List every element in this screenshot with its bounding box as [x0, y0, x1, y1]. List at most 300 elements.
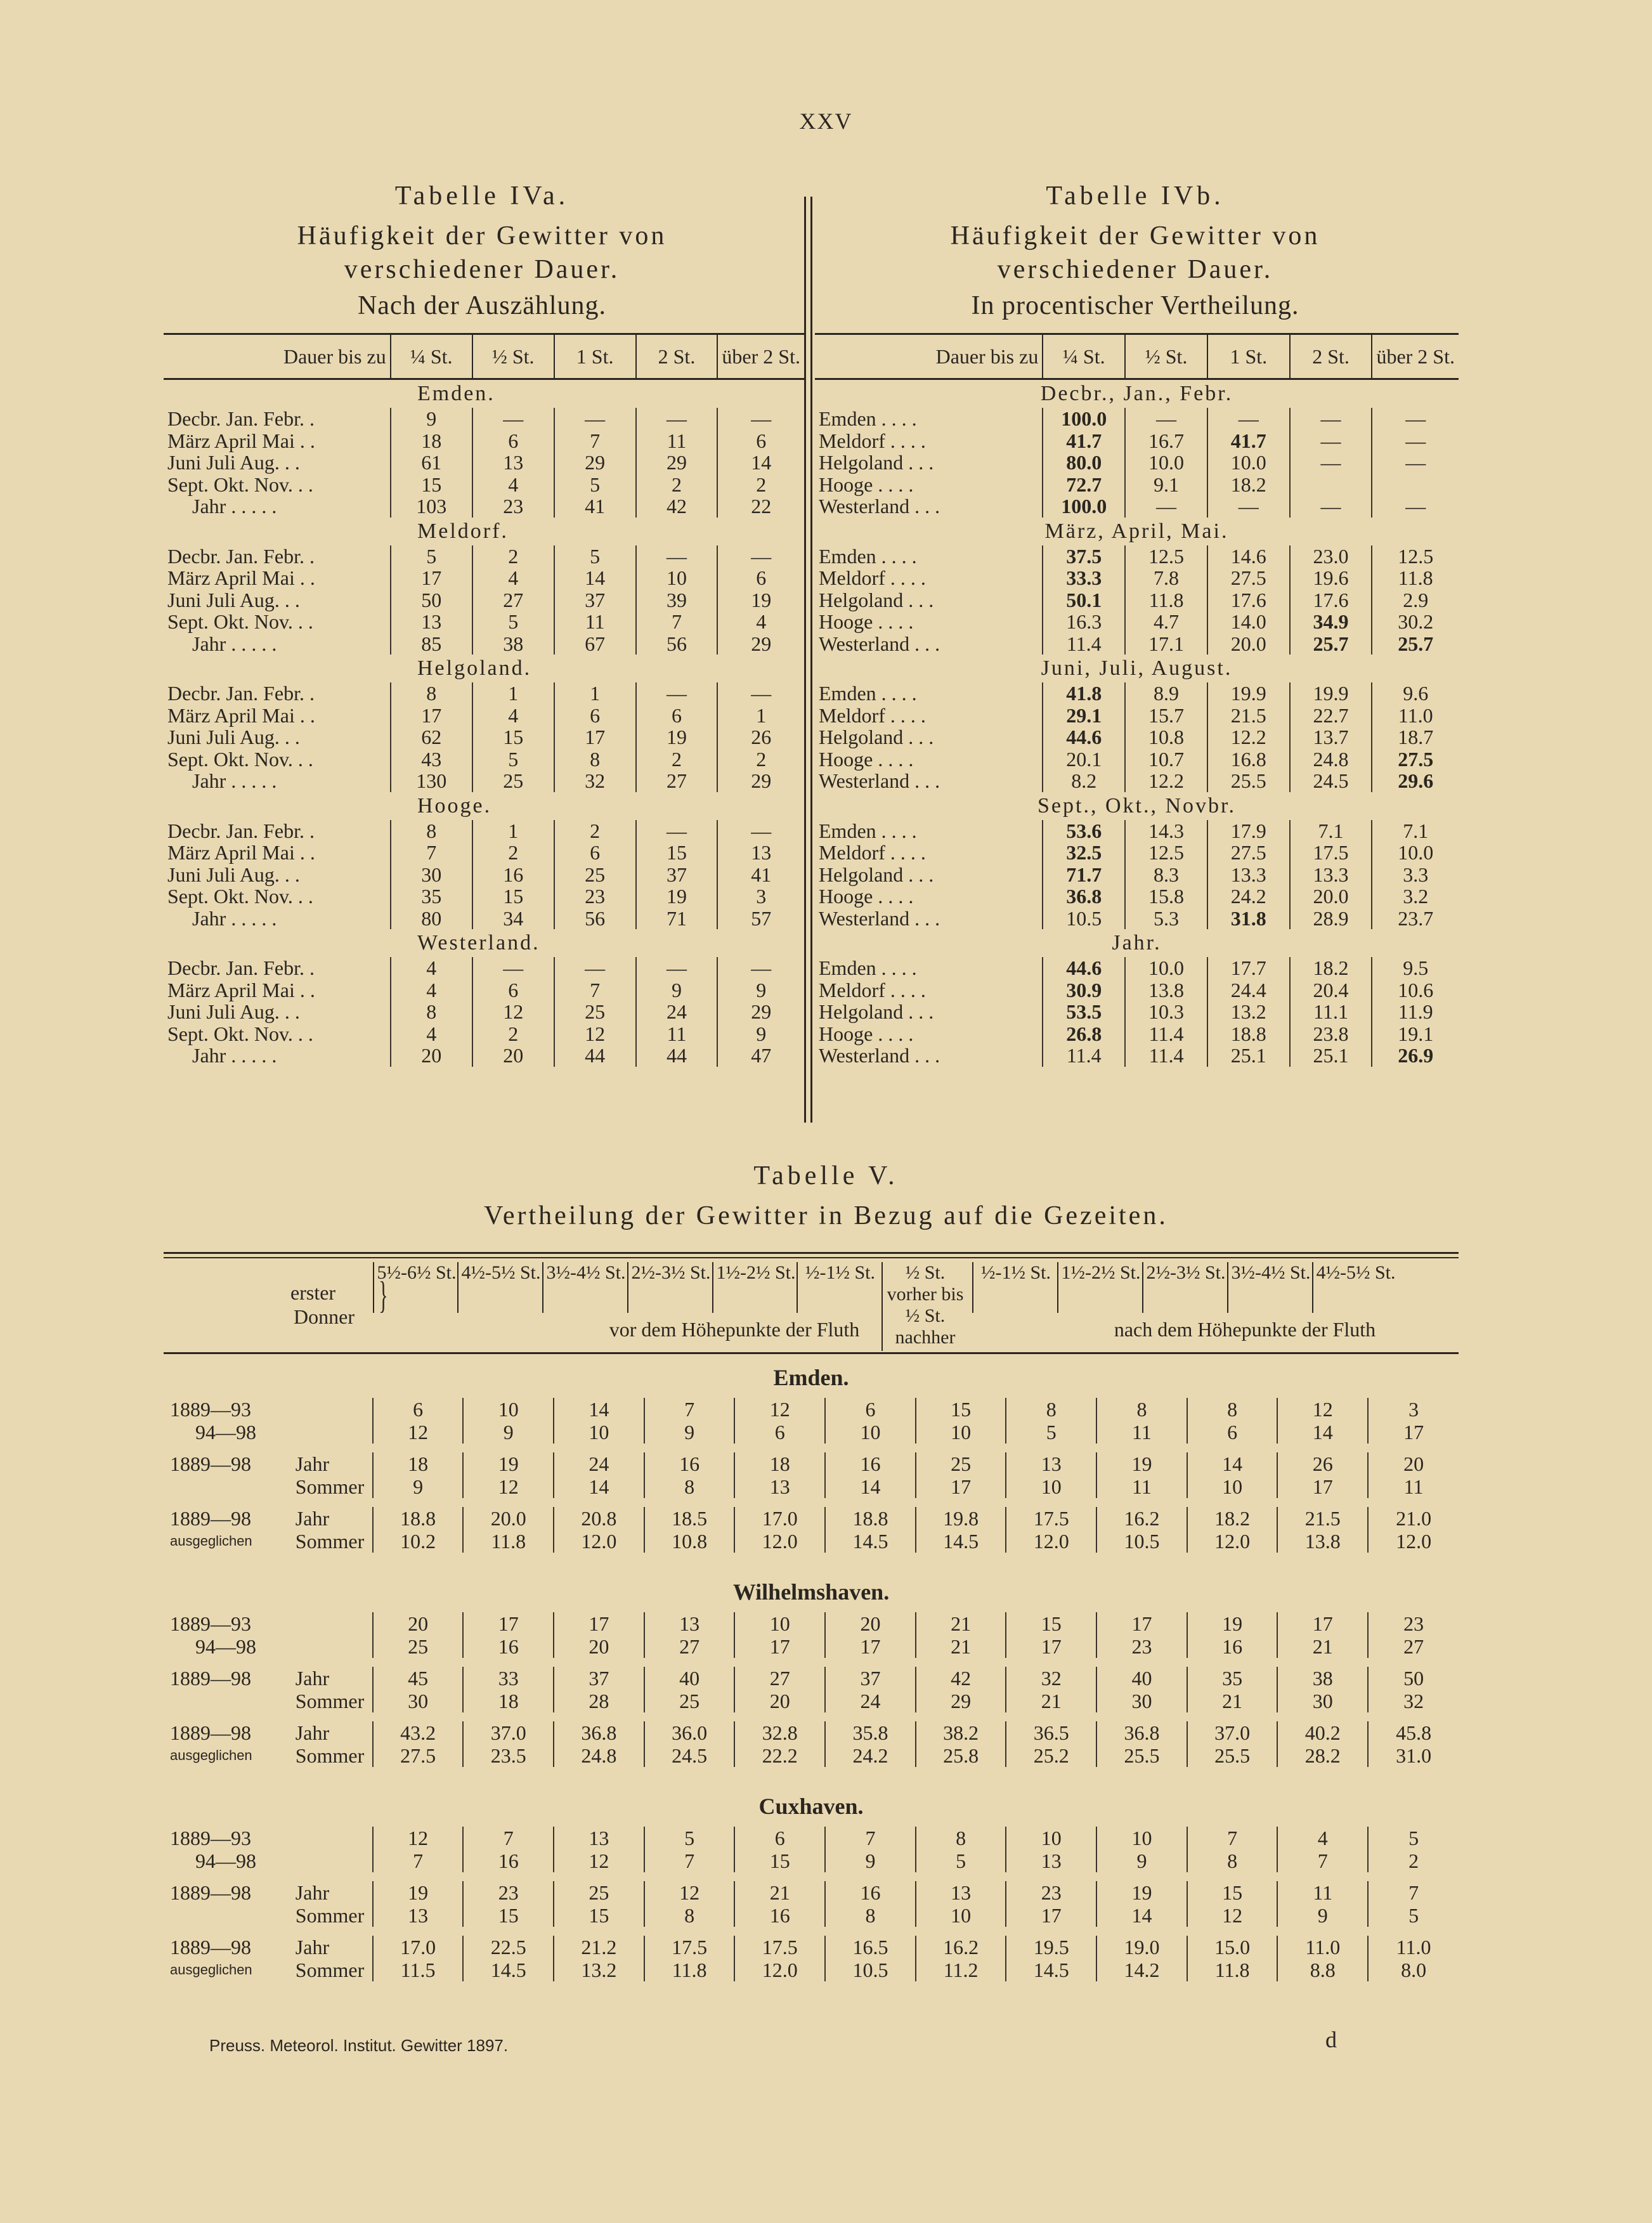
t5-cell: 10: [463, 1398, 554, 1421]
right-cell: 20.1: [1043, 748, 1125, 771]
right-row-label: Meldorf . . . .: [819, 978, 926, 1001]
t5-cell: 11.5: [373, 1959, 464, 1981]
left-cell: 7: [554, 430, 636, 452]
t5-table-row: [164, 1667, 1459, 1690]
t5-cell: 32.8: [734, 1721, 825, 1744]
right-row-label: Hooge . . . .: [819, 747, 914, 771]
t5-cell: 24: [825, 1690, 916, 1712]
left-cell: 2: [554, 820, 636, 842]
t5-cell: 16: [463, 1849, 554, 1872]
t5-cell: 12: [463, 1475, 554, 1498]
left-table-row: [164, 748, 804, 771]
right-table-row: [815, 726, 1459, 748]
right-cell: 25.1: [1290, 1045, 1372, 1067]
table-iva: [164, 333, 804, 1067]
t5-cell: 8: [1187, 1849, 1278, 1872]
left-cell: 13: [472, 452, 554, 474]
t5-cell: 15: [463, 1904, 554, 1927]
right-table-row: [815, 408, 1459, 430]
t5-cell: 14.5: [463, 1959, 554, 1981]
brace: }: [379, 1274, 388, 1316]
left-row-label: Sept. Okt. Nov. . .: [167, 885, 313, 908]
right-row-label: Westerland . . .: [819, 495, 940, 518]
t5-row-label: Jahr: [295, 1507, 330, 1530]
right-cell: 15.8: [1125, 885, 1207, 908]
right-cell: —: [1207, 408, 1290, 430]
left-cell: 19: [636, 726, 718, 748]
t5-cell: 17: [1006, 1635, 1096, 1658]
t5-cell: 16: [1187, 1635, 1278, 1658]
right-cell: 13.2: [1207, 1001, 1290, 1023]
t5-cell: 15: [916, 1398, 1006, 1421]
t5-cell: 6: [373, 1398, 464, 1421]
right-cell: 33.3: [1043, 567, 1125, 589]
t5-row-label: 1889—98: [170, 1881, 251, 1904]
t5-cell: 14.5: [825, 1530, 916, 1553]
right-cell: 20.0: [1207, 633, 1290, 655]
t5-cell: 8: [825, 1904, 916, 1927]
left-cell: —: [717, 545, 804, 568]
right-group-title: Juni, Juli, August.: [1041, 656, 1233, 680]
left-cell: 5: [472, 611, 554, 633]
left-subtitle-1: Häufigkeit der Gewitter von: [297, 221, 667, 251]
left-cell: 12: [554, 1023, 636, 1045]
right-table-row: [815, 885, 1459, 908]
t5-cell: 36.5: [1006, 1721, 1096, 1744]
t5-cell: 17.0: [734, 1507, 825, 1530]
right-cell: 5.3: [1125, 908, 1207, 930]
left-cell: 29: [717, 1001, 804, 1023]
t5-cell: 14: [1096, 1904, 1187, 1927]
right-cell: 31.8: [1207, 908, 1290, 930]
right-row-label: Hooge . . . .: [819, 1022, 914, 1045]
left-cell: 18: [391, 430, 472, 452]
left-cell: 1: [472, 682, 554, 705]
t5-row-label: [290, 1827, 373, 1849]
left-cell: 57: [717, 908, 804, 930]
t5-cell: 36.8: [554, 1721, 644, 1744]
right-cell: 12.5: [1125, 842, 1207, 864]
left-cell: 2: [636, 748, 718, 771]
right-row-label: Westerland . . .: [819, 632, 940, 655]
t5-cell: 18.2: [1187, 1507, 1278, 1530]
left-header-1: ¼ St.: [391, 334, 472, 379]
right-row-label: Helgoland . . .: [819, 588, 934, 611]
left-cell: —: [636, 820, 718, 842]
t5-col-header-0: 5½-6½ St.: [373, 1262, 459, 1313]
right-cell: 7.1: [1290, 820, 1372, 842]
right-row-label: Emden . . . .: [819, 682, 917, 705]
t5-cell: 16: [734, 1904, 825, 1927]
left-cell: —: [554, 957, 636, 979]
right-cell: 18.8: [1207, 1023, 1290, 1045]
t5-cell: 30: [373, 1690, 464, 1712]
t5-row-label: 1889—98: [170, 1721, 251, 1744]
right-table-row: [815, 567, 1459, 589]
left-table-row: [164, 820, 804, 842]
left-cell: 2: [636, 474, 718, 496]
t5-cell: 7: [644, 1398, 735, 1421]
t5-cell: 10.8: [644, 1530, 735, 1553]
t5-cell: 10.5: [1096, 1530, 1187, 1553]
right-cell: —: [1290, 408, 1372, 430]
t5-cell: 37.0: [1187, 1721, 1278, 1744]
right-row-label: Meldorf . . . .: [819, 841, 926, 864]
t5-cell: 50: [1368, 1667, 1459, 1690]
right-cell: 10.0: [1207, 452, 1290, 474]
right-cell: 23.0: [1290, 545, 1372, 568]
t5-cell: 13: [554, 1827, 644, 1849]
t5-cell: 17: [1096, 1612, 1187, 1635]
right-cell: 13.7: [1290, 726, 1372, 748]
left-cell: 6: [717, 430, 804, 452]
t5-cell: 5: [1368, 1904, 1459, 1927]
t5-row-label: Jahr: [295, 1936, 330, 1959]
t5-row-label: 94—98: [195, 1421, 256, 1444]
t5-row-label: [290, 1398, 373, 1421]
right-cell: 19.6: [1290, 567, 1372, 589]
t5-cell: 36.8: [1096, 1721, 1187, 1744]
t5-cell: 14.2: [1096, 1959, 1187, 1981]
t5-cell: 13: [644, 1612, 735, 1635]
right-cell: 53.5: [1043, 1001, 1125, 1023]
t5-cell: 10: [825, 1421, 916, 1444]
left-cell: 23: [472, 495, 554, 518]
t5-cell: 27: [734, 1667, 825, 1690]
right-cell: 16.7: [1125, 430, 1207, 452]
t5-row-label: [164, 1904, 290, 1927]
t5-cell: 14: [554, 1475, 644, 1498]
left-cell: 67: [554, 633, 636, 655]
left-cell: 4: [391, 1023, 472, 1045]
t5-table-row: [164, 1452, 1459, 1475]
t5-cell: 4: [1277, 1827, 1368, 1849]
t5-cell: 12.0: [1368, 1530, 1459, 1553]
right-cell: 3.3: [1372, 864, 1459, 886]
right-cell: 2.9: [1372, 589, 1459, 611]
left-subtitle-2: verschiedener Dauer.: [344, 255, 620, 284]
t5-cell: 24.5: [644, 1744, 735, 1767]
before-label: vor dem Höhepunkte der Fluth: [609, 1318, 860, 1341]
right-cell: 24.8: [1290, 748, 1372, 771]
t5-row-label: Sommer: [295, 1475, 365, 1498]
t5-cell: 5: [916, 1849, 1006, 1872]
t5-cell: 12.0: [554, 1530, 644, 1553]
t5-row-label: [290, 1635, 373, 1658]
left-row-label: Decbr. Jan. Febr. .: [167, 682, 315, 705]
left-header-2: ½ St.: [472, 334, 554, 379]
right-cell: 15.7: [1125, 705, 1207, 727]
right-cell: 7.8: [1125, 567, 1207, 589]
t5-cell: 21: [1187, 1690, 1278, 1712]
left-cell: 24: [636, 1001, 718, 1023]
right-table-row: [815, 430, 1459, 452]
left-cell: 47: [717, 1045, 804, 1067]
t5-row-label: Jahr: [295, 1452, 330, 1475]
t5-cell: 10: [1187, 1475, 1278, 1498]
right-group-title: Decbr., Jan., Febr.: [1040, 382, 1233, 405]
left-cell: 39: [636, 589, 718, 611]
left-cell: —: [636, 682, 718, 705]
t5-cell: 35: [1187, 1667, 1278, 1690]
left-cell: 27: [472, 589, 554, 611]
t5-cell: 29: [916, 1690, 1006, 1712]
right-cell: 25.7: [1372, 633, 1459, 655]
t5-row-label: Sommer: [295, 1904, 365, 1927]
left-cell: 2: [717, 474, 804, 496]
t5-cell: 31.0: [1368, 1744, 1459, 1767]
t5-table-row: [164, 1849, 1459, 1872]
left-table-row: [164, 770, 804, 792]
right-cell: 30.9: [1043, 979, 1125, 1001]
t5-cell: 11.8: [644, 1959, 735, 1981]
left-row-label: Sept. Okt. Nov. . .: [167, 1022, 313, 1045]
left-cell: 13: [391, 611, 472, 633]
t5-cell: 36.0: [644, 1721, 735, 1744]
right-row-label: Hooge . . . .: [819, 885, 914, 908]
t5-cell: 8.8: [1277, 1959, 1368, 1981]
t5-cell: 10: [1006, 1475, 1096, 1498]
t5-cell: 24.2: [825, 1744, 916, 1767]
right-cell: 8.2: [1043, 770, 1125, 792]
t5-cell: 7: [1368, 1881, 1459, 1904]
t5-cell: 9: [1096, 1849, 1187, 1872]
t5-col-header-11: 4½-5½ St.: [1312, 1262, 1398, 1313]
t5-cell: 18: [734, 1452, 825, 1475]
right-cell: —: [1125, 408, 1207, 430]
t5-cell: 10.5: [825, 1959, 916, 1981]
t5-cell: 9: [825, 1849, 916, 1872]
page-number: XXV: [799, 108, 853, 134]
t5-col-header-2: 3½-4½ St.: [542, 1262, 628, 1313]
t5-row-label: 94—98: [195, 1635, 256, 1658]
left-cell: 15: [636, 842, 718, 864]
right-subtitle-3: In procentischer Vertheilung.: [971, 291, 1299, 320]
t5-cell: 25: [373, 1635, 464, 1658]
after-label: nach dem Höhepunkte der Fluth: [1114, 1318, 1376, 1341]
t5-cell: 11.2: [916, 1959, 1006, 1981]
t5-cell: 11.8: [463, 1530, 554, 1553]
t5-cell: 12: [1187, 1904, 1278, 1927]
right-cell: 50.1: [1043, 589, 1125, 611]
t5-cell: 19: [373, 1881, 464, 1904]
t5-cell: 14.5: [1006, 1959, 1096, 1981]
t5-cell: 28.2: [1277, 1744, 1368, 1767]
right-cell: 14.3: [1125, 820, 1207, 842]
t5-cell: 17.0: [373, 1936, 464, 1959]
left-cell: 26: [717, 726, 804, 748]
left-row-label: März April Mai . .: [167, 978, 315, 1001]
right-row-label: Helgoland . . .: [819, 726, 934, 749]
right-cell: 11.4: [1125, 1045, 1207, 1067]
right-cell: 8.3: [1125, 864, 1207, 886]
t5-cell: 19: [1187, 1612, 1278, 1635]
t5-cell: 13: [916, 1881, 1006, 1904]
table-ivb: [815, 333, 1459, 1067]
left-row-label: März April Mai . .: [167, 841, 315, 864]
t5-cell: 32: [1006, 1667, 1096, 1690]
right-cell: 26.8: [1043, 1023, 1125, 1045]
t5-cell: 9: [644, 1421, 735, 1444]
right-cell: 12.2: [1207, 726, 1290, 748]
right-cell: 24.5: [1290, 770, 1372, 792]
left-cell: —: [472, 408, 554, 430]
t5-cell: 9: [1277, 1904, 1368, 1927]
left-cell: 29: [636, 452, 718, 474]
table5-top-rule-2: [164, 1257, 1459, 1258]
right-cell: 10.3: [1125, 1001, 1207, 1023]
t5-cell: 17: [1277, 1475, 1368, 1498]
t5-cell: 13: [1006, 1452, 1096, 1475]
right-cell: 11.4: [1125, 1023, 1207, 1045]
t5-cell: 35.8: [825, 1721, 916, 1744]
right-cell: 9.1: [1125, 474, 1207, 496]
t5-table-row: [164, 1398, 1459, 1421]
table5-header: [164, 1262, 1459, 1351]
t5-table-row: [164, 1475, 1459, 1498]
right-cell: 80.0: [1043, 452, 1125, 474]
right-cell: 11.9: [1372, 1001, 1459, 1023]
left-table-row: [164, 1045, 804, 1067]
t5-cell: 27: [644, 1635, 735, 1658]
left-group-title: Helgoland.: [417, 656, 532, 680]
left-row-label: Decbr. Jan. Febr. .: [167, 407, 315, 431]
right-cell: 18.7: [1372, 726, 1459, 748]
left-row-label: März April Mai . .: [167, 566, 315, 590]
right-cell: [1372, 474, 1459, 496]
t5-cell: 13.8: [1277, 1530, 1368, 1553]
right-header-0: Dauer bis zu: [815, 334, 1043, 379]
t5-row-label: ausgeglichen: [170, 1962, 252, 1978]
left-cell: 34: [472, 908, 554, 930]
t5-cell: 16.5: [825, 1936, 916, 1959]
left-cell: 27: [636, 770, 718, 792]
t5-cell: 45: [373, 1667, 464, 1690]
right-cell: 17.1: [1125, 633, 1207, 655]
left-cell: 43: [391, 748, 472, 771]
left-cell: 71: [636, 908, 718, 930]
right-cell: 17.5: [1290, 842, 1372, 864]
right-table-row: [815, 545, 1459, 568]
t5-cell: 17: [734, 1635, 825, 1658]
right-cell: 9.5: [1372, 957, 1459, 979]
left-cell: 13: [717, 842, 804, 864]
right-cell: 17.9: [1207, 820, 1290, 842]
left-cell: 15: [472, 885, 554, 908]
right-table-row: [815, 842, 1459, 864]
left-cell: 14: [717, 452, 804, 474]
left-cell: 16: [472, 864, 554, 886]
left-row-label: Sept. Okt. Nov. . .: [167, 473, 313, 496]
right-table-row: [815, 495, 1459, 518]
t5-cell: 38: [1277, 1667, 1368, 1690]
t5-cell: 8: [644, 1475, 735, 1498]
right-table-row: [815, 908, 1459, 930]
left-group-title: Westerland.: [417, 931, 540, 955]
right-cell: 28.9: [1290, 908, 1372, 930]
t5-cell: 11.8: [1187, 1959, 1278, 1981]
left-row-label: Juni Juli Aug. . .: [167, 863, 300, 886]
right-cell: 41.7: [1207, 430, 1290, 452]
left-cell: —: [554, 408, 636, 430]
t5-cell: 10: [916, 1421, 1006, 1444]
left-cell: 85: [391, 633, 472, 655]
right-cell: 12.2: [1125, 770, 1207, 792]
t5-cell: 10: [1096, 1827, 1187, 1849]
left-cell: 17: [391, 705, 472, 727]
t5-cell: 20: [825, 1612, 916, 1635]
left-cell: 25: [554, 864, 636, 886]
t5-cell: 17: [463, 1612, 554, 1635]
right-cell: —: [1207, 495, 1290, 518]
left-table-row: [164, 495, 804, 518]
t5-cell: 17: [1277, 1612, 1368, 1635]
t5-cell: 18.8: [825, 1507, 916, 1530]
right-group-title: März, April, Mai.: [1044, 519, 1229, 543]
left-cell: 4: [391, 979, 472, 1001]
t5-cell: 8: [1096, 1398, 1187, 1421]
right-cell: 29.6: [1372, 770, 1459, 792]
left-cell: 37: [636, 864, 718, 886]
left-cell: 1: [472, 820, 554, 842]
right-cell: 19.1: [1372, 1023, 1459, 1045]
right-cell: 11.1: [1290, 1001, 1372, 1023]
right-row-label: Helgoland . . .: [819, 1000, 934, 1024]
t5-cell: 8.0: [1368, 1959, 1459, 1981]
t5-cell: 30: [1096, 1690, 1187, 1712]
right-cell: 13.3: [1290, 864, 1372, 886]
t5-cell: 20: [1368, 1452, 1459, 1475]
t5-table-row: [164, 1721, 1459, 1744]
t5-cell: 28: [554, 1690, 644, 1712]
left-cell: 25: [554, 1001, 636, 1023]
center-divider: [804, 197, 806, 1123]
t5-cell: 17: [825, 1635, 916, 1658]
left-cell: 14: [554, 567, 636, 589]
signature-mark: d: [1325, 2027, 1337, 2052]
t5-cell: 19: [463, 1452, 554, 1475]
right-cell: 11.8: [1125, 589, 1207, 611]
right-table-row: [815, 705, 1459, 727]
left-cell: 37: [554, 589, 636, 611]
t5-cell: 18: [463, 1690, 554, 1712]
left-table-row: [164, 908, 804, 930]
t5-col-header-8: 1½-2½ St.: [1057, 1262, 1143, 1313]
t5-row-label: Sommer: [295, 1744, 365, 1767]
left-cell: —: [717, 820, 804, 842]
t5-cell: 16.2: [916, 1936, 1006, 1959]
t5-cell: 13: [373, 1904, 464, 1927]
left-cell: 8: [391, 682, 472, 705]
t5-cell: 19.0: [1096, 1936, 1187, 1959]
right-cell: 25.1: [1207, 1045, 1290, 1067]
t5-cell: 8: [916, 1827, 1006, 1849]
left-table-row: [164, 611, 804, 633]
left-table-row: [164, 567, 804, 589]
right-cell: 23.8: [1290, 1023, 1372, 1045]
t5-row-label: 1889—98: [170, 1507, 251, 1530]
right-cell: 21.5: [1207, 705, 1290, 727]
table5-subtitle: Vertheilung der Gewitter in Bezug auf die Gezeiten.: [484, 1201, 1168, 1230]
t5-row-label: Sommer: [295, 1959, 365, 1981]
left-cell: 3: [717, 885, 804, 908]
t5-cell: 21: [916, 1612, 1006, 1635]
t5-row-label: ausgeglichen: [170, 1533, 252, 1549]
t5-cell: 15.0: [1187, 1936, 1278, 1959]
t5-cell: 6: [734, 1827, 825, 1849]
right-cell: —: [1372, 495, 1459, 518]
right-cell: 18.2: [1207, 474, 1290, 496]
